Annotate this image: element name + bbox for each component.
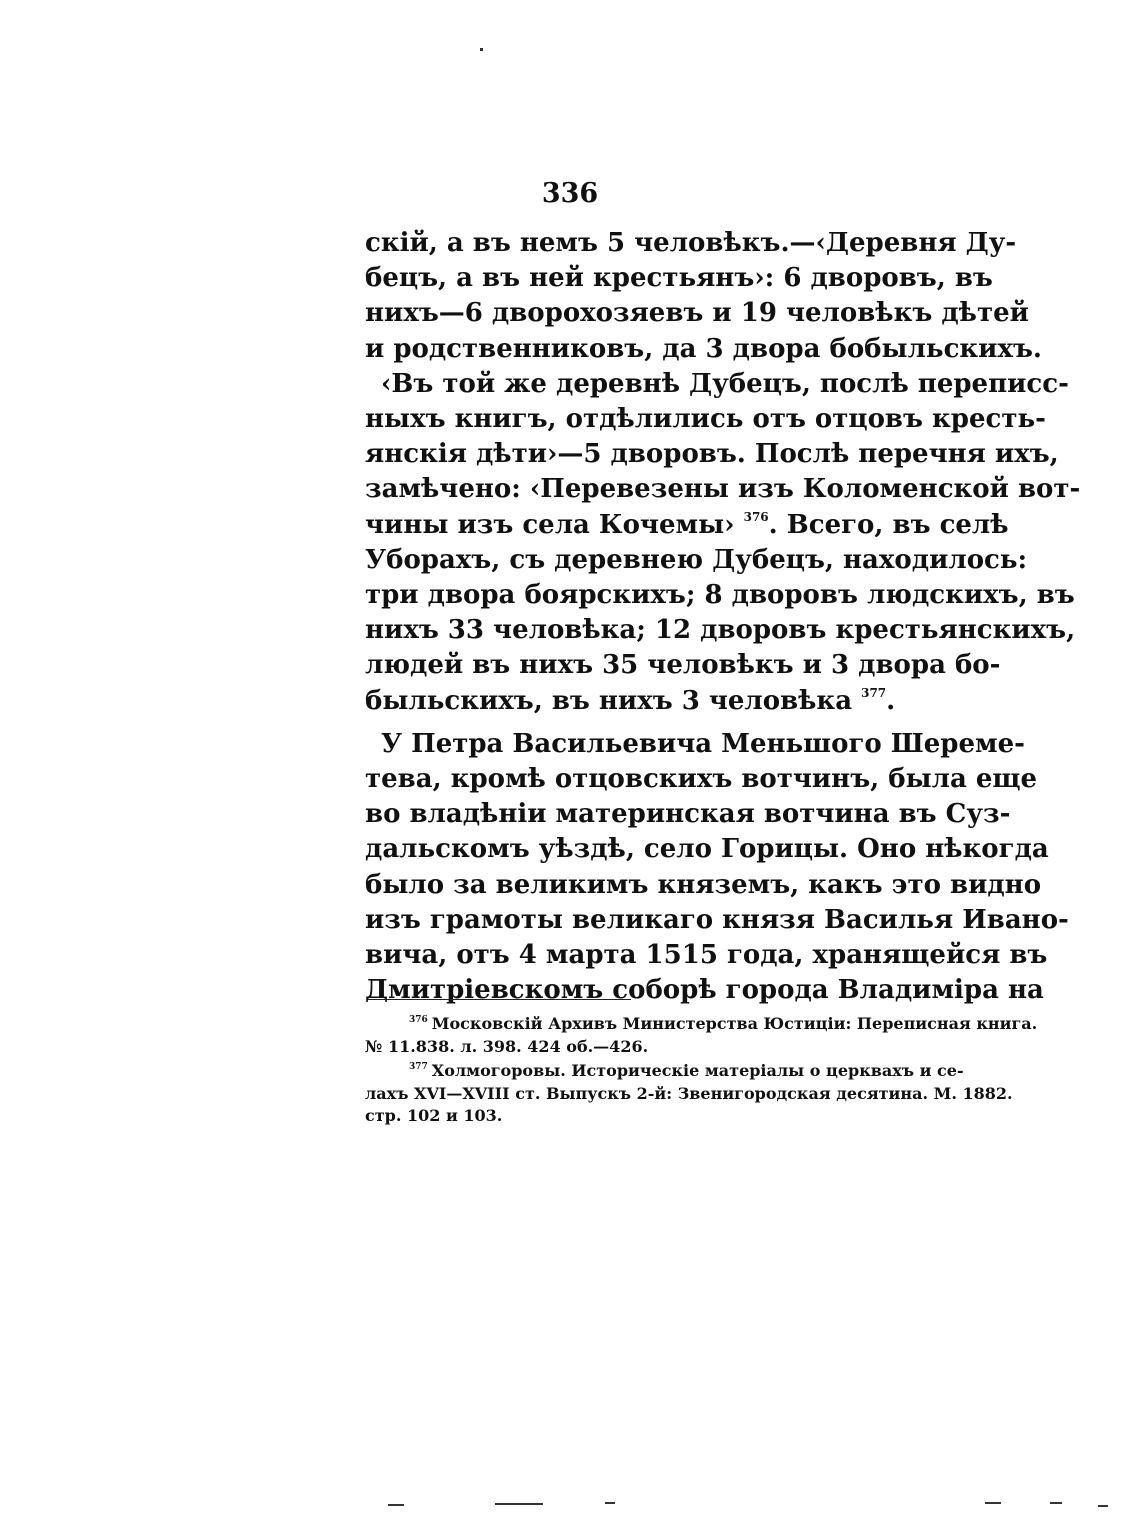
scan-speck bbox=[388, 1504, 404, 1506]
scan-speck bbox=[480, 48, 483, 51]
footnote-ref-377[interactable]: 377 bbox=[861, 685, 887, 700]
body-text bbox=[365, 226, 1081, 1008]
text-line: ‹Въ той же деревнѣ Дубецъ, послѣ переписс- bbox=[381, 368, 1069, 399]
scan-speck bbox=[1050, 1502, 1062, 1504]
footnote-377 bbox=[365, 1060, 1013, 1128]
text-line bbox=[365, 684, 945, 719]
text-line: янскія дѣти›—5 дворовъ. Послѣ перечня ихъ, bbox=[365, 439, 1059, 470]
footnote-number: 377 bbox=[409, 1062, 428, 1072]
text-line: скій, а въ немъ 5 человѣкъ.—‹Деревня Ду- bbox=[365, 228, 1017, 258]
text-line: ныхъ книгъ, отдѣлились отъ отцовъ кресть- bbox=[365, 404, 1046, 435]
scan-speck bbox=[1098, 1505, 1108, 1507]
text-line: Дмитріевскомъ соборѣ города Владиміра на bbox=[365, 975, 1044, 1006]
text-line: и родственниковъ, да 3 двора бобыльскихъ. bbox=[365, 333, 1042, 364]
text-line bbox=[365, 508, 1009, 543]
footnote-text: Холмогоровы. Историческіе матеріалы о церквахъ и се- bbox=[431, 1061, 964, 1080]
scan-speck bbox=[605, 1502, 615, 1504]
footnote-ref-376[interactable]: 376 bbox=[743, 509, 769, 524]
text-line: вича, отъ 4 марта 1515 года, хранящейся въ bbox=[365, 940, 1048, 971]
text-fragment: . bbox=[886, 685, 896, 716]
footnote-number: 376 bbox=[409, 1015, 428, 1025]
text-line: изъ грамоты великаго князя Василья Ивано- bbox=[365, 904, 1069, 935]
footnote-line: стр. 102 и 103. bbox=[365, 1106, 503, 1125]
text-line: нихъ—6 дворохозяевъ и 19 человѣкъ дѣтей bbox=[365, 298, 1029, 329]
footnote-line bbox=[365, 1060, 964, 1083]
paragraph-1 bbox=[365, 226, 1081, 719]
footnotes bbox=[365, 1013, 1038, 1128]
text-line: было за великимъ княземъ, какъ это видно bbox=[365, 869, 1042, 900]
text-line: тева, кромѣ отцовскихъ вотчинъ, была еще bbox=[365, 764, 1038, 795]
text-line: нихъ 33 человѣка; 12 дворовъ крестьянскихъ, bbox=[365, 615, 1076, 646]
text-line: три двора боярскихъ; 8 дворовъ людскихъ, въ bbox=[365, 580, 1075, 611]
footnote-line bbox=[365, 1013, 1038, 1036]
footnote-line: № 11.838. л. 398. 424 об.—426. bbox=[365, 1036, 649, 1056]
text-fragment: чины изъ села Кочемы› bbox=[365, 509, 744, 540]
footnote-376 bbox=[365, 1013, 1038, 1058]
text-line: У Петра Васильевича Меньшого Шереме- bbox=[381, 728, 1025, 759]
paragraph-2 bbox=[365, 727, 1069, 1009]
text-line: Уборахъ, съ деревнею Дубецъ, находилось: bbox=[365, 544, 1028, 575]
text-line: дальскомъ уѣздѣ, село Горицы. Оно нѣкогда bbox=[365, 834, 1049, 865]
text-line: замѣчено: ‹Перевезены изъ Коломенской вот- bbox=[365, 474, 1081, 505]
footnote-text: Московскій Архивъ Министерства Юстиціи: Переписная книга. bbox=[431, 1014, 1038, 1033]
text-line: бецъ, а въ ней крестьянъ›: 6 дворовъ, въ bbox=[365, 263, 993, 294]
footnote-separator bbox=[368, 999, 631, 1000]
footnote-line: лахъ XVI—XVIII ст. Выпускъ 2-й: Звенигородская десятина. М. 1882. bbox=[365, 1083, 1013, 1103]
scan-speck bbox=[495, 1503, 543, 1505]
text-line: во владѣніи материнская вотчина въ Суз- bbox=[365, 799, 1011, 830]
text-fragment: . Всего, въ селѣ bbox=[768, 509, 1009, 540]
scan-speck bbox=[985, 1502, 1001, 1504]
text-line: людей въ нихъ 35 человѣкъ и 3 двора бо- bbox=[365, 650, 1001, 681]
page-number: 336 bbox=[541, 178, 599, 209]
text-fragment: быльскихъ, въ нихъ 3 человѣка bbox=[365, 685, 862, 716]
